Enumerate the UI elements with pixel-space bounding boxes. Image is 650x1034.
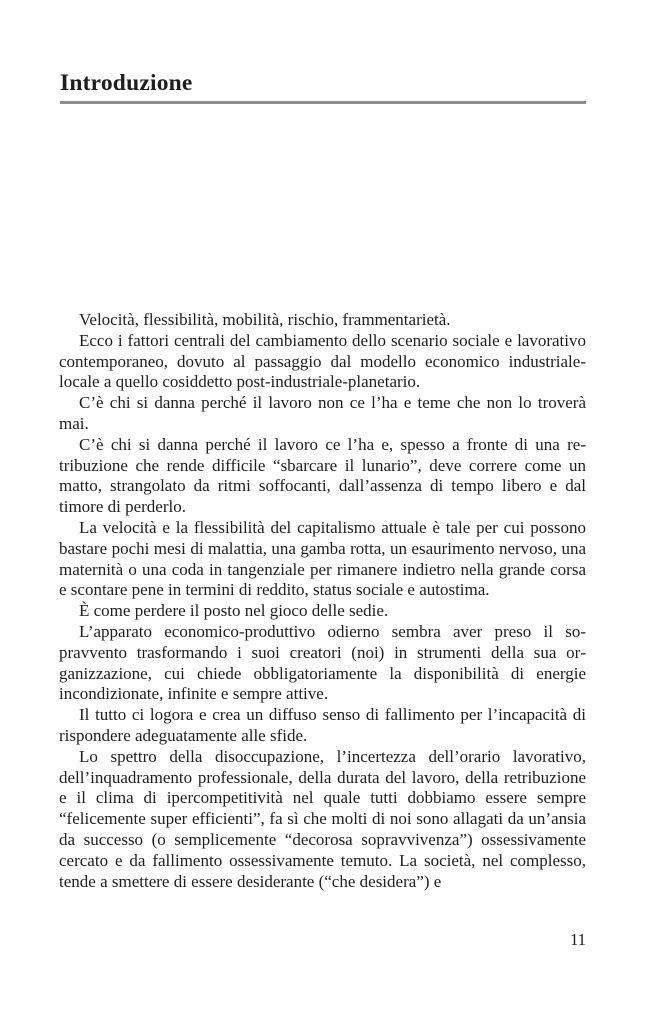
paragraph-8: Il tutto ci logora e crea un diffuso senso di fallimento per l’incapacità di rispondere adeguatamente alle sfide. [59, 705, 586, 745]
paragraph-1: Velocità, flessibilità, mobilità, rischio, frammentarietà. [79, 310, 451, 329]
chapter-body [59, 310, 586, 892]
paragraph-7: L’apparato economico-produttivo odierno sembra aver preso il sopravvento trasformando i suoi creatori (noi) in strumenti della sua organizzazione, cui chiede obbligatoriamente la disponibilità di energie incondizionate, infinite e sempre attive. [59, 621, 586, 704]
page-number: 11 [570, 930, 586, 949]
paragraph-3: C’è chi si danna perché il lavoro non ce l’ha e teme che non lo troverà mai. [59, 393, 586, 433]
chapter-title: Introduzione [60, 70, 193, 96]
paragraph-2: Ecco i fattori centrali del cambiamento dello scenario sociale e lavorativo contemporaneo, dovuto al passaggio dal modello economico industriale-locale a quello cosiddetto post-industriale-planetario. [59, 330, 586, 392]
paragraph-5: La velocità e la flessibilità del capitalismo attuale è tale per cui possono bastare pochi mesi di malattia, una gamba rotta, un esaurimento nervoso, una maternità o una coda in tangenziale per rimanere indietro nella grande corsa e scontare pene in termini di reddito, status sociale e autostima. [59, 517, 586, 600]
heading-divider-rule [60, 101, 586, 104]
paragraph-4: C’è chi si danna perché il lavoro ce l’ha e, spesso a fronte di una retribuzione che rende difficile “sbarcare il lunario”, deve correre come un matto, strangolato da ritmi soffocanti, dall’assenza di tempo libero e dal timore di perderlo. [59, 434, 586, 517]
paragraph-6: È come perdere il posto nel gioco delle sedie. [79, 601, 389, 621]
paragraph-9: Lo spettro della disoccupazione, l’incertezza dell’orario lavorativo, dell’inquadramento professionale, della durata del lavoro, della retribuzione e il clima di ipercompetitività nel quale tutti dobbiamo essere sempre “felicemente super efficienti”, fa sì che molti di noi sono allagati da un’ansia da successo (o semplicemente “decorosa sopravvivenza”) ossessivamente cercato e da fallimento ossessivamente temuto. La società, nel complesso, tende a smettere di essere desiderante (“che desidera”) e [59, 746, 586, 891]
